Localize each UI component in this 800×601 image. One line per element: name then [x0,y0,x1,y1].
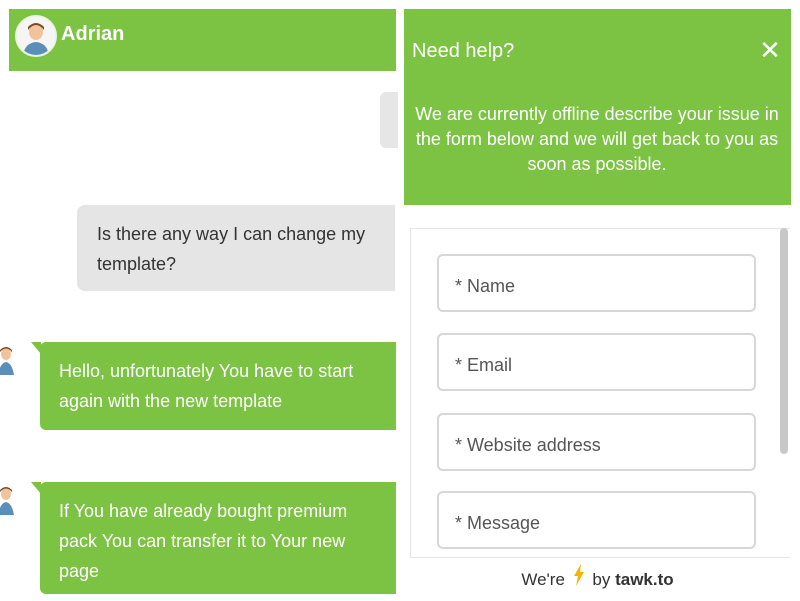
footer-prefix: We're [521,570,565,589]
help-title: Need help? [412,40,515,62]
message-field[interactable]: * Message [437,491,756,549]
help-description: We are currently offline describe your issue in the form below and we will get back to you as soon as possible. [415,104,779,174]
powered-by-footer[interactable] [404,560,791,599]
email-field[interactable]: * Email [437,333,756,391]
lightning-icon [573,561,585,601]
footer-by: by [592,570,611,589]
close-icon[interactable]: ✕ [759,35,781,65]
offline-form [410,228,790,558]
brand-name: tawk.to [615,570,674,589]
chat-panel [0,0,398,599]
name-field[interactable]: * Name [437,254,756,312]
agent-name: Adrian [61,23,125,45]
visitor-message: Is there any way I can change my template? [77,205,395,291]
agent-avatar-small [0,485,20,515]
chat-header [9,9,396,71]
website-field[interactable]: * Website address [437,413,756,471]
agent-message: Hello, unfortunately You have to start again with the new template [40,342,396,430]
agent-avatar-small [0,345,20,375]
agent-message: If You have already bought premium pack You can transfer it to Your new page [40,482,396,594]
form-scrollbar[interactable] [780,228,788,454]
agent-avatar [15,15,57,57]
offline-help-header [404,9,791,205]
chat-bubble-partial [380,92,398,148]
